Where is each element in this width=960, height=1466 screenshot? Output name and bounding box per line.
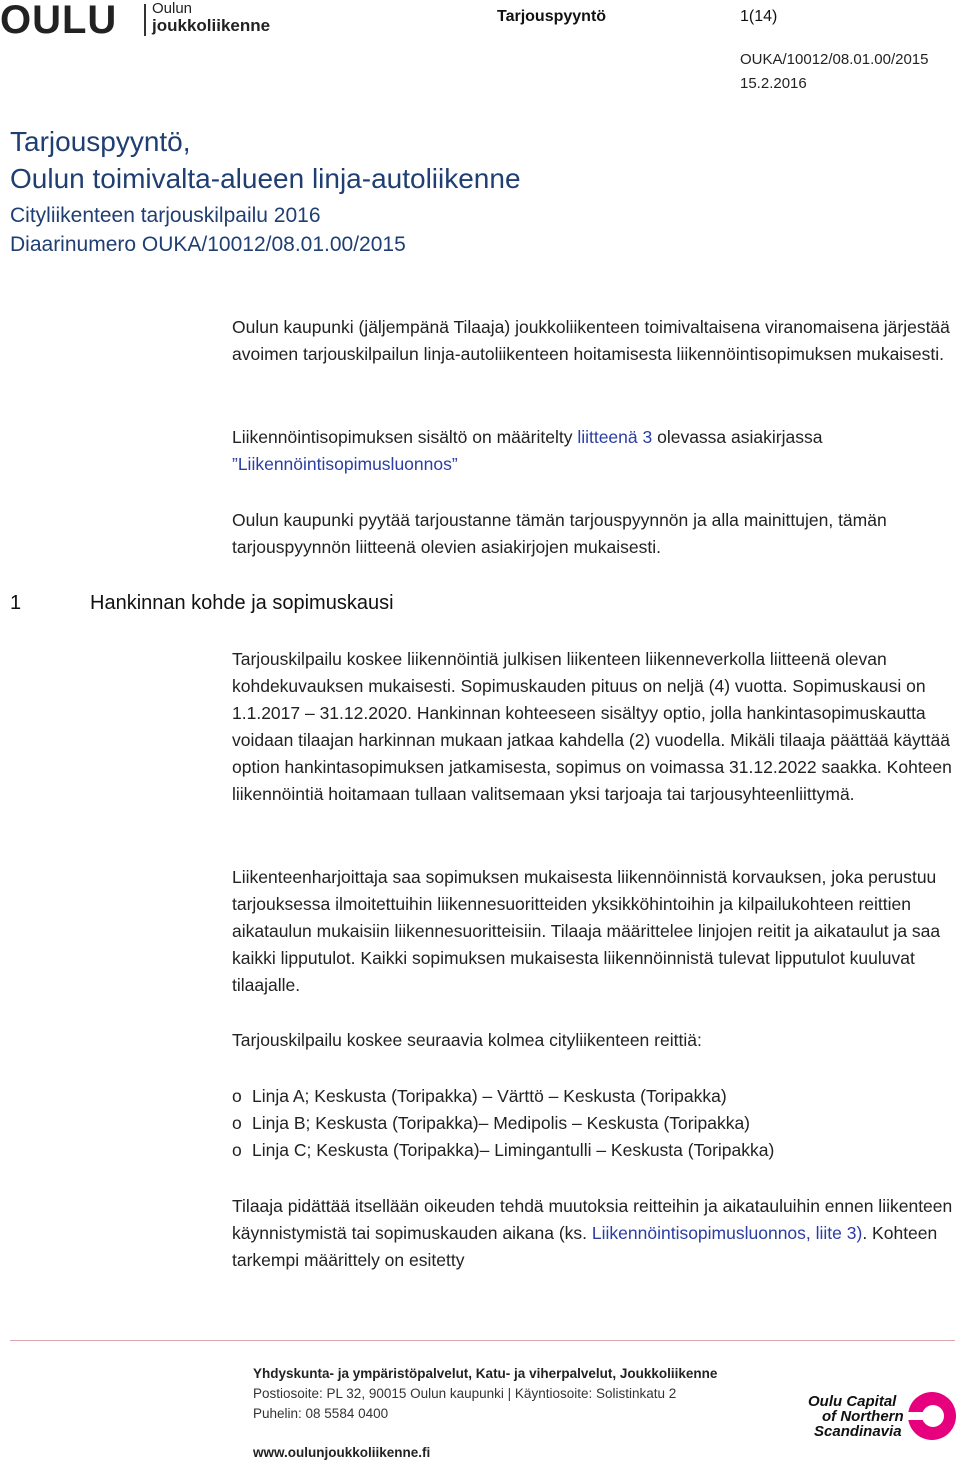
capital-of-northern-scandinavia-logo <box>808 1394 904 1439</box>
document-date: 15.2.2016 <box>740 75 807 92</box>
intro-paragraph-1: Oulun kaupunki (jäljempänä Tilaaja) joukkoliikenteen toimivaltaisena viranomaisena järjestää avoimen tarjouskilpailun linja-autoliikenteen hoitamisesta liikennöintisopimuksen mukaisesti. <box>232 317 950 364</box>
oulu-logo: OULU <box>0 0 118 42</box>
appendix-3-link[interactable]: liitteenä 3 <box>577 427 653 447</box>
joukkoliikenne-logo <box>152 0 270 34</box>
section-paragraph-2: Liikenteenharjoittaja saa sopimuksen mukaisesta liikennöinnistä korvauksen, joka perustuu tarjouksessa ilmoitettuihin liikennesuoritteiden yksikköhintoihin ja kilpailukohteen reittien aikataulun mukaisiin liikennesuoritteisiin. Tilaaja määrittelee linjojen reitit ja aikataulut ja saa kaikki lipputulot. Kaikki sopimuksen mukaisesta liikennöinnistä tulevat lipputulot kuuluvat tilaajalle. <box>232 867 941 995</box>
section-paragraph-1: Tarjouskilpailu koskee liikennöintiä julkisen liikenteen liikenneverkolla liitteenä olevan kohdekuvauksen mukaisesti. Sopimuskauden pituus on neljä (4) vuotta. Sopimuskausi on 1.1.2017 – 31.12.2020. Hankinnan kohteeseen sisältyy optio, jolla hankintasopimuskautta voidaan tilaajan harkinnan mukaan jatkaa kahdella (2) vuodella. Mikäli tilaaja päättää käyttää option hankintasopimuksen jatkamisesta, sopimus on voimassa 31.12.2022 saakka. Kohteen liikennöintiä hoitamaan tullaan valitsemaan yksi tarjoaja tai tarjousyhteenliittymä. <box>232 649 952 804</box>
capital-line3: Scandinavia <box>814 1423 902 1440</box>
capital-line2: of Northern <box>822 1408 904 1425</box>
route-item <box>232 1137 774 1164</box>
capital-line1: Oulu Capital <box>808 1393 897 1410</box>
diary-number: Diaarinumero OUKA/10012/08.01.00/2015 <box>10 233 406 256</box>
intro-p2-text-2: olevassa asiakirjassa <box>652 427 823 447</box>
logo-divider <box>144 4 146 36</box>
footer-divider <box>10 1340 955 1341</box>
contract-draft-appendix-link[interactable]: Liikennöintisopimusluonnos, liite 3) <box>591 1223 863 1243</box>
footer-website-link[interactable]: www.oulunjoukkoliikenne.fi <box>253 1445 431 1460</box>
route-text: Linja C; Keskusta (Toripakka)– Limingantulli – Keskusta (Toripakka) <box>252 1140 775 1160</box>
route-bullet: o <box>232 1140 242 1160</box>
section-paragraph-3: Tarjouskilpailu koskee seuraavia kolmea cityliikenteen reittiä: <box>232 1030 702 1050</box>
oulu-ring-icon <box>906 1390 958 1442</box>
logo-sub-line1: Oulun <box>152 0 193 17</box>
footer-phone: Puhelin: 08 5584 0400 <box>253 1406 389 1421</box>
page-subtitle: Cityliikenteen tarjouskilpailu 2016 <box>10 204 321 227</box>
page-title-line2: Oulun toimivalta-alueen linja-autoliikenne <box>10 163 521 194</box>
contract-draft-link[interactable]: ”Liikennöintisopimusluonnos” <box>232 454 458 474</box>
section-heading: Hankinnan kohde ja sopimuskausi <box>90 592 394 614</box>
route-text: Linja B; Keskusta (Toripakka)– Medipolis – Keskusta (Toripakka) <box>252 1113 750 1133</box>
section-p4-text: Tilaaja pidättää itsellään oikeuden tehdä muutoksia reitteihin ja aikatauluihin ennen liikenteen käynnistymistä tai sopimuskauden aikana (ks. <box>232 1196 953 1243</box>
intro-paragraph-3: Oulun kaupunki pyytää tarjoustanne tämän tarjouspyynnön ja alla mainittujen, tämän tarjouspyynnön liitteenä olevien asiakirjojen mukaisesti. <box>232 510 887 557</box>
route-text: Linja A; Keskusta (Toripakka) – Värttö – Keskusta (Toripakka) <box>252 1086 727 1106</box>
reference-number: OUKA/10012/08.01.00/2015 <box>740 51 929 68</box>
route-item <box>232 1083 727 1110</box>
section-paragraph-4 <box>232 1193 958 1274</box>
document-type: Tarjouspyyntö <box>497 8 607 25</box>
route-bullet: o <box>232 1086 242 1106</box>
section-number: 1 <box>10 592 22 614</box>
page-number: 1(14) <box>740 8 778 25</box>
intro-p2-text: Liikennöintisopimuksen sisältö on määritelty <box>232 427 578 447</box>
page-title: Tarjouspyyntö, <box>10 126 191 157</box>
route-item <box>232 1110 750 1137</box>
route-bullet: o <box>232 1113 242 1133</box>
section-p4-text-2: . Kohteen tarkempi määrittely on esitetty <box>232 1223 938 1270</box>
footer-organization: Yhdyskunta- ja ympäristöpalvelut, Katu- ja viherpalvelut, Joukkoliikenne <box>253 1366 718 1381</box>
footer-address: Postiosoite: PL 32, 90015 Oulun kaupunki | Käyntiosoite: Solistinkatu 2 <box>253 1386 677 1401</box>
logo-sub-line2: joukkoliikenne <box>152 16 271 35</box>
intro-paragraph-2 <box>232 424 958 478</box>
